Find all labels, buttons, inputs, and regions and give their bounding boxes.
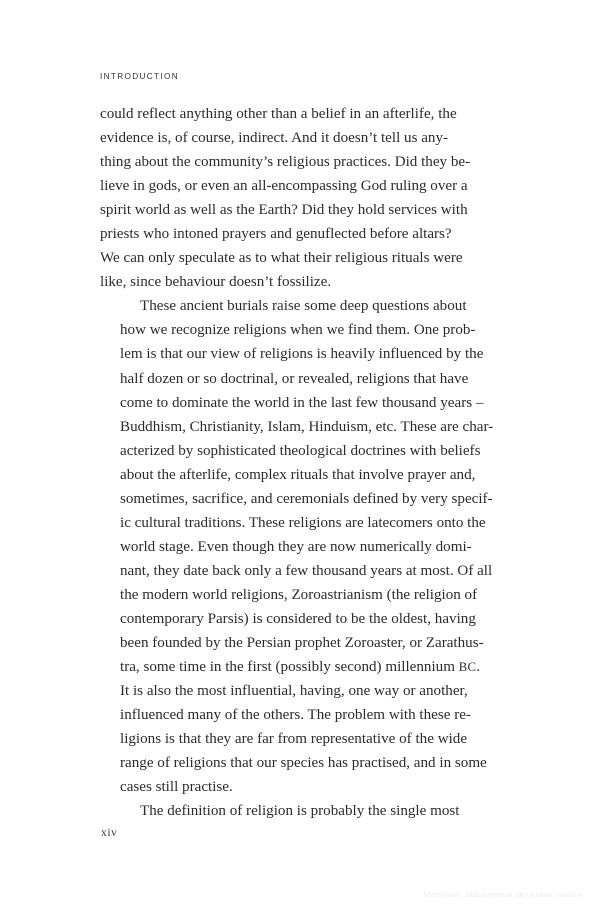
text-line: spirit world as well as the Earth? Did they hold services with xyxy=(100,202,468,219)
text-line: like, since behaviour doesn’t fossilize. xyxy=(100,274,332,291)
text-line: It is also the most influential, having, one way or another, xyxy=(120,683,468,700)
text-line: lieve in gods, or even an all-encompassing God ruling over a xyxy=(100,178,468,195)
text-line: evidence is, of course, indirect. And it doesn’t tell us any- xyxy=(100,130,449,147)
text-line: how we recognize religions when we find them. One prob- xyxy=(120,322,476,339)
text-line: priests who intoned prayers and genuflected before altars? xyxy=(100,226,452,243)
text-line: We can only speculate as to what their religious rituals were xyxy=(100,250,463,267)
text-line: influenced many of the others. The problem with these re- xyxy=(120,707,471,724)
paragraph xyxy=(100,102,486,294)
text-line: world stage. Even though they are now numerically domi- xyxy=(120,538,472,555)
body-text-block xyxy=(100,102,494,823)
text-line: come to dominate the world in the last few thousand years – xyxy=(120,394,484,411)
page-number: xiv xyxy=(101,827,118,839)
text-line: thing about the community’s religious practices. Did they be- xyxy=(100,154,471,171)
text-line: been founded by the Persian prophet Zoroaster, or Zarathus- xyxy=(120,635,484,652)
era-abbreviation: BC xyxy=(458,660,477,675)
text-line: the modern world religions, Zoroastrianism (the religion of xyxy=(120,586,478,603)
text-line: range of religions that our species has practised, and in some xyxy=(120,755,487,772)
text-line: These ancient burials raise some deep questions about xyxy=(140,298,467,315)
running-head: INTRODUCTION xyxy=(100,72,179,81)
text-line: half dozen or so doctrinal, or revealed, religions that have xyxy=(120,370,469,387)
text-line: sometimes, sacrifice, and ceremonials defined by very specif- xyxy=(120,490,493,507)
text-line: Buddhism, Christianity, Islam, Hinduism, etc. These are char- xyxy=(120,418,494,435)
paragraph xyxy=(100,294,494,799)
text-line: could reflect anything other than a belief in an afterlife, the xyxy=(100,106,457,122)
text-line: ic cultural traditions. These religions are latecomers onto the xyxy=(120,514,486,531)
copyright-watermark: Материал, защищенный авторским правом xyxy=(423,890,582,899)
text-line: contemporary Parsis) is considered to be the oldest, having xyxy=(120,610,476,627)
text-line: ligions is that they are far from representative of the wide xyxy=(120,731,468,748)
text-line: cases still practise. xyxy=(120,779,233,796)
paragraph xyxy=(100,799,486,823)
text-line: lem is that our view of religions is heavily influenced by the xyxy=(120,346,484,363)
text-line: nant, they date back only a few thousand years at most. Of all xyxy=(120,562,493,579)
text-line: about the afterlife, complex rituals that involve prayer and, xyxy=(120,466,476,483)
text-line: acterized by sophisticated theological doctrines with beliefs xyxy=(120,442,481,459)
text-line: The definition of religion is probably the single most xyxy=(140,803,460,820)
text-line: tra, some time in the first (possibly second) millennium BC. xyxy=(120,659,481,676)
